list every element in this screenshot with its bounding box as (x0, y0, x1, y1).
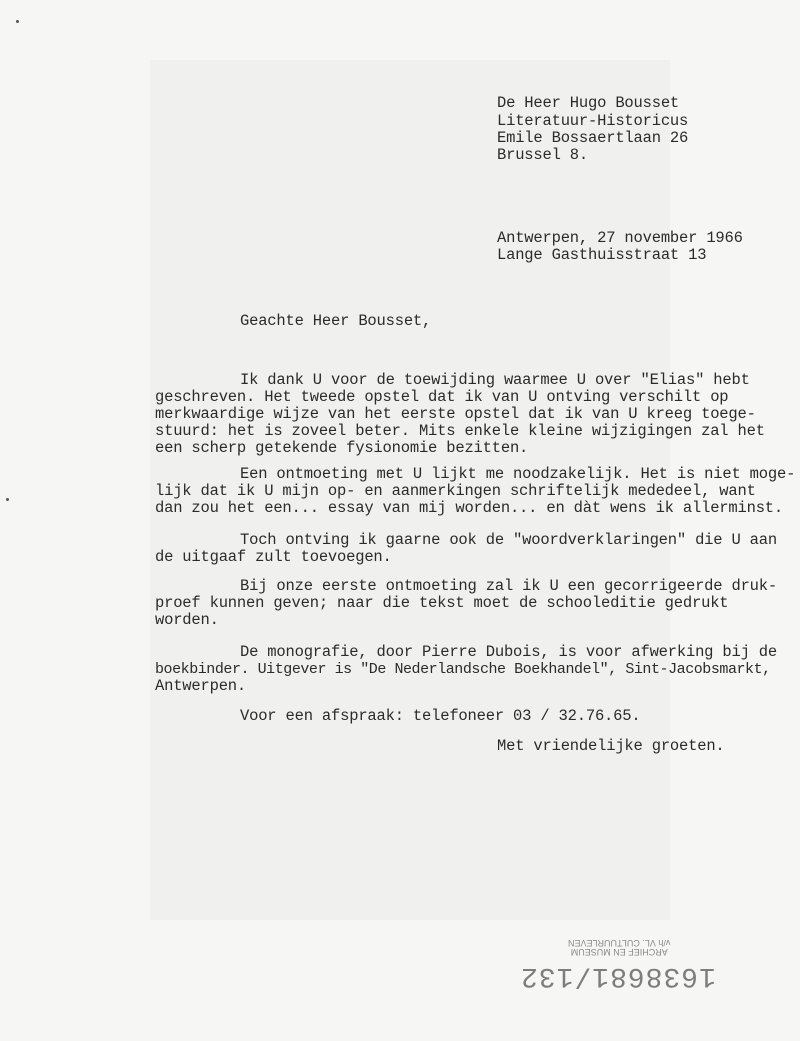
text-line: De monografie, door Pierre Dubois, is voor afwerking bij de (240, 643, 777, 661)
punch-mark (6, 498, 9, 501)
recipient-city: Brussel 8. (497, 146, 589, 164)
text-line: een scherp getekende fysionomie bezitten. (155, 439, 529, 457)
text-line: Antwerpen. (155, 677, 247, 695)
archive-number: 1638681/132 (520, 960, 716, 991)
place-date: Antwerpen, 27 november 1966 (497, 229, 743, 247)
text-line: lijk dat ik U mijn op- en aanmerkingen schriftelijk mededeel, want (155, 482, 756, 500)
text-line: Ik dank U voor de toewijding waarmee U over "Elias" hebt (240, 371, 750, 389)
text-line: Een ontmoeting met U lijkt me noodzakelijk. Het is niet moge- (240, 465, 796, 483)
stamp-line: ARCHIEF EN MUSEUM (570, 947, 668, 957)
closing: Met vriendelijke groeten. (497, 737, 725, 755)
salutation: Geachte Heer Bousset, (240, 312, 432, 330)
recipient-street: Emile Bossaertlaan 26 (497, 129, 689, 147)
text-line: stuurd: het is zoveel beter. Mits enkele kleine wijzigingen zal het (155, 422, 765, 440)
sender-street: Lange Gasthuisstraat 13 (497, 246, 707, 264)
text-line: Bij onze eerste ontmoeting zal ik U een gecorrigeerde druk- (240, 577, 777, 595)
stamp-line: v/h VL. CULTUURLEVEN (568, 938, 671, 948)
text-line: de uitgaaf zult toevoegen. (155, 548, 392, 566)
text-line: worden. (155, 611, 219, 629)
recipient-title: Literatuur-Historicus (497, 112, 689, 130)
text-line: Toch ontving ik gaarne ook de "woordverklaringen" die U aan (240, 531, 777, 549)
punch-mark (16, 20, 19, 23)
text-line: boekbinder. Uitgever is "De Nederlandsche Boekhandel", Sint-Jacobsmarkt, (155, 661, 771, 678)
archive-stamp (568, 938, 670, 956)
text-line: geschreven. Het tweede opstel dat ik van U ontving verschilt op (155, 388, 729, 406)
text-line: merkwaardige wijze van het eerste opstel dat ik van U kreeg toege- (155, 405, 756, 423)
text-line: dan zou het een... essay van mij worden... en dàt wens ik allerminst. (155, 499, 784, 517)
recipient-name: De Heer Hugo Bousset (497, 94, 680, 112)
phone-line: Voor een afspraak: telefoneer 03 / 32.76.65. (240, 707, 641, 725)
text-line: proef kunnen geven; naar die tekst moet de schooleditie gedrukt (155, 594, 729, 612)
